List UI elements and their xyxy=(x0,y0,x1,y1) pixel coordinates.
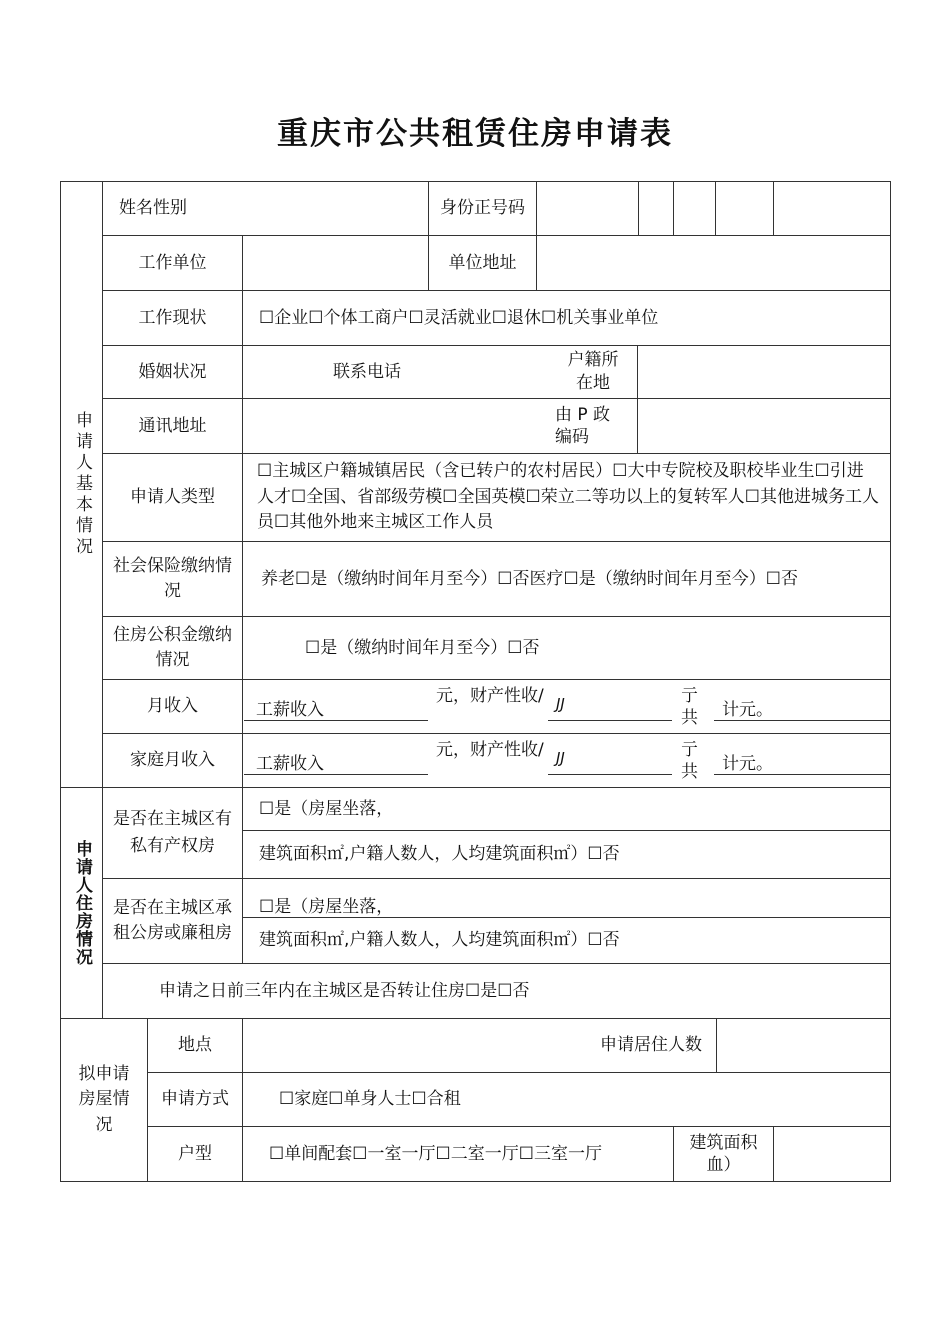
location-field[interactable] xyxy=(242,1018,717,1073)
work-status-label: 工作现状 xyxy=(102,290,243,346)
applicant-type-options[interactable]: ☐主城区户籍城镇居民（含已转户的农村居民）☐大中专院校及职校毕业生☐引进人才☐全国、省部级劳模☐全国英模☐荣立二等功以上的复转军人☐其他进城务工人员☐其他外地来主城区工作人员 xyxy=(242,453,891,542)
residents-field[interactable] xyxy=(716,1018,891,1073)
id-number-field[interactable] xyxy=(536,181,639,236)
id-number-field[interactable] xyxy=(715,181,774,236)
work-status-options[interactable]: ☐企业☐个体工商户☐灵活就业☐退休☐机关事业单位 xyxy=(242,290,891,346)
residents-label: 申请居住人数 xyxy=(600,1035,702,1056)
page-title: 重庆市公共租赁住房申请表 xyxy=(277,116,673,152)
property-income-label: 元，财产性收/ xyxy=(436,686,544,706)
housing-fund-options[interactable]: ☐是（缴纳时间年月至今）☐否 xyxy=(242,616,891,680)
unit-address-field[interactable] xyxy=(536,235,891,291)
jj-text: JJ xyxy=(556,749,565,767)
social-insurance-options[interactable]: 养老☐是（缴纳时间年月至今）☐否医疗☐是（缴纳时间年月至今）☐否 xyxy=(242,541,891,617)
location-label: 地点 xyxy=(147,1018,243,1073)
transfer-question[interactable]: 申请之日前三年内在主城区是否转让住房☐是☐否 xyxy=(102,963,891,1019)
unit-address-label: 单位地址 xyxy=(428,235,537,291)
private-property-question: 是否在主城区有私有产权房 xyxy=(102,787,243,879)
layout-options[interactable]: ☐单间配套☐一室一厅☐二室一厅☐三室一厅 xyxy=(242,1126,674,1182)
postcode-label: 由 P 政编码 xyxy=(555,404,611,447)
rent-area-field[interactable]: 建筑面积㎡,户籍人数人，人均建筑面积㎡）☐否 xyxy=(242,917,891,964)
property-income-label: 元，财产性收/ xyxy=(436,740,544,760)
id-number-field[interactable] xyxy=(638,181,674,236)
total-yuan-label: 计元。 xyxy=(722,700,773,720)
applicant-type-label: 申请人类型 xyxy=(102,453,243,542)
private-property-area-field[interactable]: 建筑面积㎡,户籍人数人，人均建筑面积㎡）☐否 xyxy=(242,830,891,879)
salary-income-label: 工薪收入 xyxy=(256,754,324,774)
area-label: 建筑面积血） xyxy=(673,1126,774,1182)
method-options[interactable]: ☐家庭☐单身人士☐合租 xyxy=(242,1072,891,1127)
housing-fund-label: 住房公积金缴纳情况 xyxy=(102,616,243,680)
work-unit-field[interactable] xyxy=(242,235,429,291)
phone-label: 联系电话 xyxy=(333,361,401,382)
family-salary-field[interactable] xyxy=(244,748,428,775)
total-yuan-label: 计元。 xyxy=(722,754,773,774)
family-income-label: 家庭月收入 xyxy=(102,733,243,788)
private-property-location-field[interactable]: ☐是（房屋坐落， xyxy=(242,787,891,831)
id-number-label: 身份正号码 xyxy=(428,181,537,236)
name-gender-label: 姓名性别 xyxy=(102,181,429,236)
monthly-income-label: 月收入 xyxy=(102,679,243,734)
mail-address-field[interactable] xyxy=(242,398,638,454)
salary-income-label: 工薪收入 xyxy=(256,700,324,720)
area-field[interactable] xyxy=(773,1126,891,1182)
salary-income-field[interactable] xyxy=(244,694,428,721)
property-income-field[interactable] xyxy=(548,694,672,721)
marital-phone-cell[interactable] xyxy=(242,345,638,399)
total-income-field[interactable] xyxy=(714,694,890,721)
family-property-field[interactable] xyxy=(548,748,672,775)
yu-gong-label: 亍共 xyxy=(681,686,698,729)
section-label-applicant-info xyxy=(60,181,103,788)
rent-location-field[interactable]: ☐是（房屋坐落， xyxy=(242,878,891,918)
method-label: 申请方式 xyxy=(147,1072,243,1127)
id-number-field[interactable] xyxy=(673,181,716,236)
family-total-field[interactable] xyxy=(714,748,890,775)
hukou-location-field[interactable] xyxy=(637,345,891,399)
id-number-field[interactable] xyxy=(773,181,891,236)
jj-text: JJ xyxy=(556,695,565,713)
hukou-location-label: 户籍所在地 xyxy=(567,350,619,393)
rent-public-housing-question: 是否在主城区承租公房或廉租房 xyxy=(102,878,243,964)
section-label-housing xyxy=(60,787,103,1019)
section-label-text: 申请人住房情况 xyxy=(71,840,92,966)
work-unit-label: 工作单位 xyxy=(102,235,243,291)
postcode-field[interactable] xyxy=(637,398,891,454)
yu-gong-label: 亍共 xyxy=(681,740,698,783)
social-insurance-label: 社会保险缴纳情况 xyxy=(102,541,243,617)
mail-address-label: 通讯地址 xyxy=(102,398,243,454)
section-label-proposed-housing: 拟申请房屋情况 xyxy=(60,1018,148,1182)
layout-label: 户型 xyxy=(147,1126,243,1182)
marital-status-label: 婚姻状况 xyxy=(102,345,243,399)
section-label-text: 申请人基本情况 xyxy=(71,411,92,558)
